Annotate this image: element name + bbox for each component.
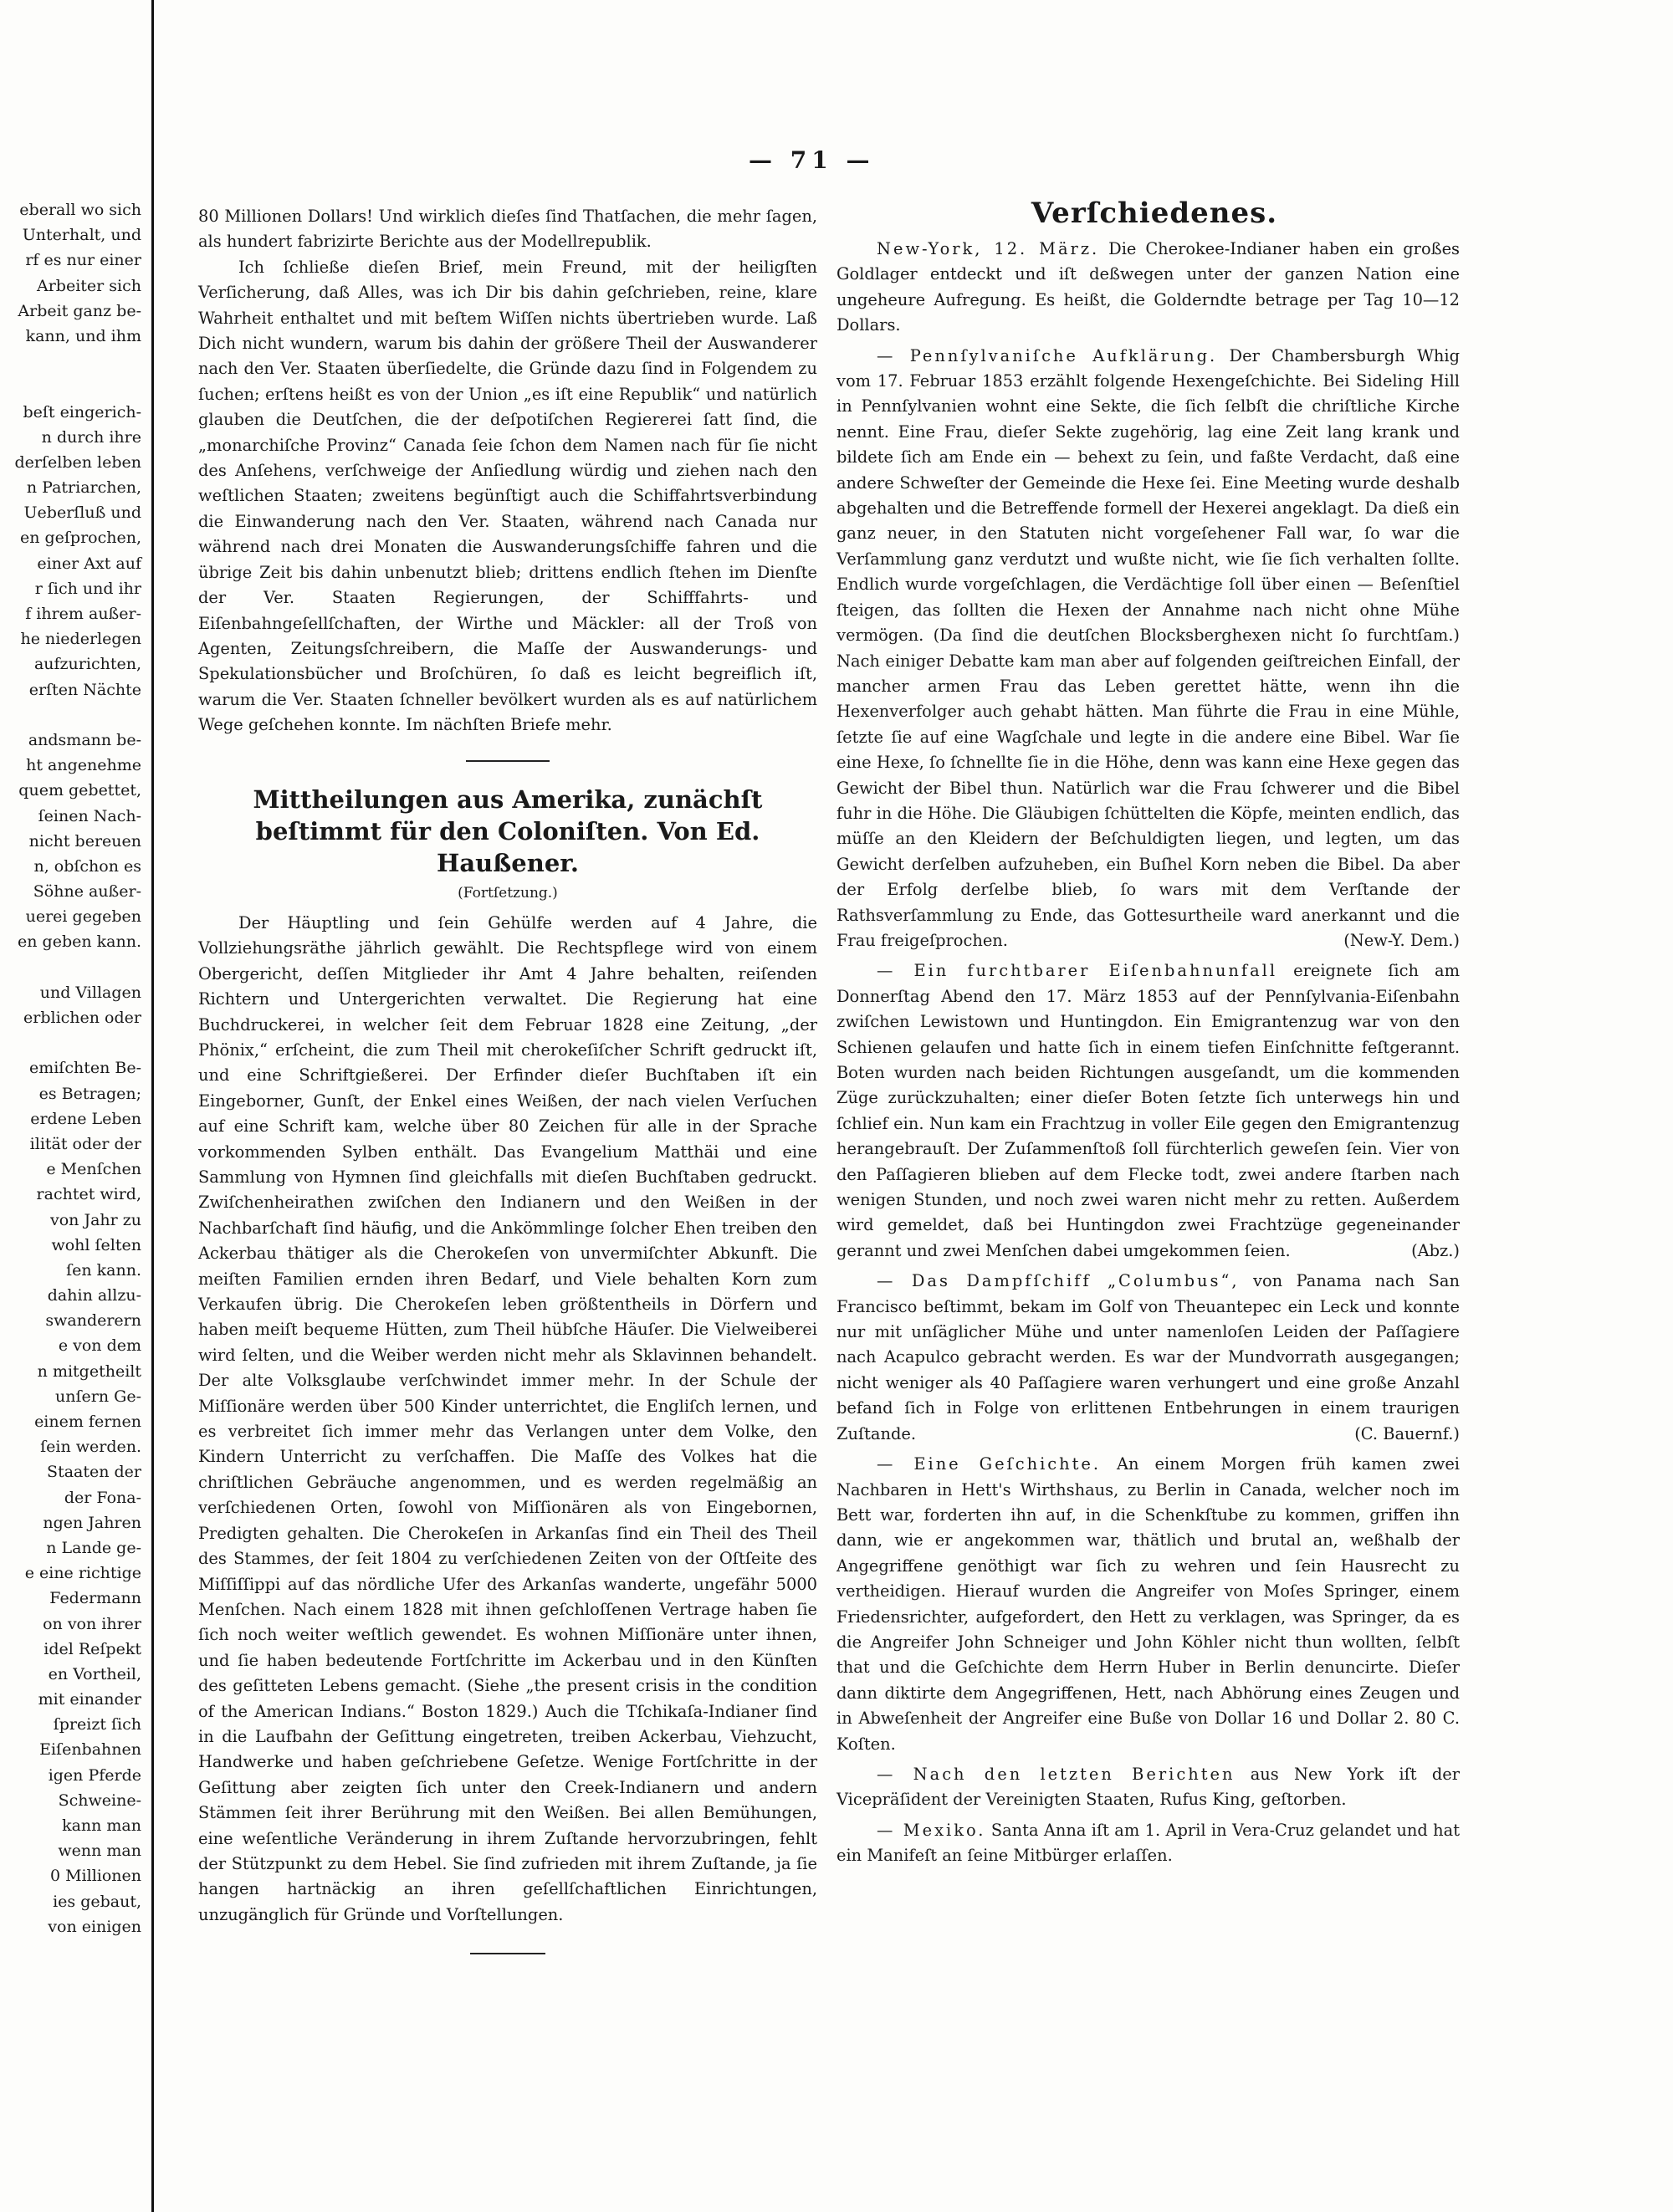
fragment-line: ies gebaut,: [53, 1892, 141, 1911]
fragment-line: e Menſchen: [46, 1160, 141, 1179]
fragment-line: einer Axt auf: [37, 554, 141, 573]
fragment-line: eberall wo sich: [19, 201, 141, 219]
section-title: Verſchiedenes.: [1031, 197, 1278, 230]
fragment-line: kann, und ihm: [25, 326, 141, 345]
news-item: [836, 1269, 1460, 1447]
fragment-line: aufzurichten,: [33, 655, 141, 674]
fragment-line: n mitgetheilt: [37, 1361, 141, 1381]
fragment-line: Schweine-: [58, 1791, 141, 1810]
news-item: [836, 344, 1460, 954]
end-rule: [470, 1953, 545, 1954]
news-item: [836, 1818, 1460, 1869]
fragment-line: [15, 374, 142, 399]
fragment-line: Arbeit ganz be-: [18, 301, 141, 320]
news-item-text: Der Chambersburgh Whig vom 17. Februar 1853 erzählt folgende Hexengeſchichte. Bei Sideling Hill in Pennſylvanien wohnt eine Sekte, die ſich ſelbſt die chriſtliche Kirche nennt. Eine Frau, dieſer Sekte zugehörig, lag eine Zeit lang krank und bildete ſich am Ende ein — behext zu ſein, und faßte Verdacht, daß eine andere Schweſter der Gemeinde die Hexe ſei. Eine Meeting wurde deshalb abgehalten und die Betreffende formell der Hexerei angeklagt. Da dieß ein ganz neuer, in den Statuten nicht vorgeſehener Fall war, ſo war die Verſammlung ganz verdutzt und wußte nicht, wie ſie ſich verhalten ſollte. Endlich wurde vorgeſchlagen, die Verdächtige ſoll über einen — Beſenſtiel ſteigen, das ſollten die Hexen der Annahme nach nicht ohne Mühe vermögen. (Da ſind die deutſchen Blocksberghexen nicht ſo furchtſam.) Nach einiger Debatte kam man aber auf folgenden geiſtreichen Einfall, der mancher armen Frau das Leben gerettet hätte, wenn ihn die Hexenverfolger auch gehabt hätten. Man führte die Frau in eine Mühle, ſetzte ſie auf eine Wagſchale und legte in die andere eine Bibel. War ſie eine Hexe, ſo ſchnellte ſie in die Höhe, denn was kann eine Hexe gegen das Gewicht der Bibel thun. Natürlich war die Frau ſchwerer und die Bibel fuhr in die Höhe. Die Gläubigen ſchüttelten die Köpfe, meinten endlich, das müſſe an den Kleidern der Beſchuldigten liegen, und legten, um das Gewicht derſelben aufzuheben, ein Buſhel Korn neben die Bibel. Da aber der Erfolg derſelbe blieb, ſo wars mit dem Verſtande der Rathsverſammlung zu Ende, das Gottesurtheile ward anerkannt und die Frau freigeſprochen.: [836, 345, 1460, 950]
fragment-line: und Villagen: [39, 983, 141, 1002]
fragment-line: Unterhalt, und: [22, 226, 141, 245]
fragment-line: igen Pferde: [48, 1765, 141, 1785]
fragment-line: von Jahr zu: [50, 1210, 141, 1229]
fragment-line: ſein werden.: [40, 1438, 141, 1457]
fragment-line: ilität oder der: [29, 1134, 141, 1153]
gutter-rule: [151, 0, 154, 2212]
fragment-line: rf es nur einer: [25, 251, 141, 270]
fragment-line: Staaten der: [47, 1463, 141, 1482]
fragment-line: [15, 1030, 142, 1055]
page-number: — 71 —: [749, 146, 875, 174]
news-item: [836, 1762, 1460, 1813]
fragment-line: rachtet wird,: [36, 1185, 141, 1204]
news-item: [836, 958, 1460, 1264]
news-item-lead: — Das Dampfſchiff „Columbus“,: [877, 1271, 1240, 1291]
fragment-line: n Lande ge-: [46, 1538, 141, 1557]
news-item-text: ereignete ſich am Donnerſtag Abend den 17. März 1853 auf der Pennſylvania-Eiſenbahn zwiſchen Lewistown und Huntingdon. Ein Emigrantenzug war von den Schienen gelaufen und hatte ſich in einem tiefen Einſchnitte feſtgerannt. Boten wurden nach beiden Richtungen ausgeſandt, um die kommenden Züge zurückzuhalten; einer dieſer Boten ſetzte ſich unterwegs hin und ſchlief ein. Nun kam ein Frachtzug in voller Eile gegen den Emigrantenzug herangebrauſt. Der Zuſammenſtoß ſoll fürchterlich geweſen ſein. Vier von den Paſſagieren blieben auf dem Flecke todt, zwei andere ſtarben nach wenigen Stunden, und noch zwei waren nicht mehr zu retten. Außerdem wird gemeldet, daß bei Huntingdon zwei Frachtzüge gegeneinander gerannt und zwei Menſchen dabei umgekommen ſeien.: [836, 961, 1460, 1260]
fragment-line: emiſchten Be-: [28, 1059, 141, 1078]
fragment-line: erblichen oder: [23, 1009, 141, 1027]
article-subtitle: (Fortſetzung.): [458, 884, 558, 902]
column-middle: [198, 204, 817, 1976]
fragment-line: mit einander: [38, 1690, 141, 1709]
news-item-text: Die Cherokee-Indianer haben ein großes Goldlager entdeckt und iſt deßwegen unter der ganzen Nation eine ungeheure Aufregung. Es heißt, die Golderndte betrage per Tag 10—12 Dollars.: [836, 239, 1460, 335]
letter-closing-paragraph: Ich ſchließe dieſen Brief, mein Freund, mit der heiligſten Verſicherung, daß Alles, was ich Dir bis dahin geſchrieben, reine, klare Wahrheit enthaltet und mit beſtem Wiſſen nichts übertrieben wurde. Laß Dich nicht wundern, warum bis dahin der größere Theil der Auswanderer nach den Ver. Staaten überſiedelte, die Gründe dazu ſind in Folgendem zu ſuchen; erſtens heißt es von der Union „es iſt eine Republik“ und natürlich glauben die Deutſchen, die der deſpotiſchen Regiererei ſatt ſind, die „monarchiſche Provinz“ Canada ſeie ſchon dem Namen nach für ſie nicht des Anſehens, verſchweige der Anſiedlung würdig und ziehen nach den weſtlichen Staaten; zweitens begünſtigt auch die Schiffahrtsverbindung die Einwanderung nach den Ver. Staaten, während nach Canada nur während nach drei Monaten die Auswanderungsſchiffe fahren und die übrige Zeit bis dahin unbenutzt blieb; drittens endlich ſtehen im Dienſte der Ver. Staaten Regierungen, der Schifffahrts- und Eiſenbahngeſellſchaften, der Wirthe und Mäckler: all der Troß von Agenten, Zeitungsſchreibern, die Maſſe der Auswanderungs- und Spekulationsbücher und Broſchüren, ſo daß es leicht begreiflich iſt, warum die Ver. Staaten ſchneller bevölkert wurden als es auf natürlichem Wege geſchehen konnte. Im nächſten Briefe mehr.: [198, 257, 817, 735]
news-item-lead: — Ein furchtbarer Eiſenbahnunfall: [877, 961, 1278, 981]
fragment-line: dahin allzu-: [47, 1286, 141, 1305]
fragment-line: f ihrem außer-: [25, 605, 141, 623]
fragment-line: derſelben leben: [14, 452, 141, 472]
fragment-line: einem fernen: [34, 1413, 141, 1431]
news-item-text: An einem Morgen früh kamen zwei Nachbaren in Hett's Wirthshaus, zu Berlin in Canada, welcher noch im Bett war, forderten ihn auf, in die Schenkſtube zu kommen, griffen ihn dann, wie er angekommen war, thätlich und brutal an, weßhalb der Angegriffene genöthigt war ſich zu wehren und ſein Hausrecht zu vertheidigen. Hierauf wurden die Angreifer von Moſes Springer, einem Friedensrichter, aufgefordert, den Hett zu verklagen, was Springer, da es die Angreifer John Schneiger und John Köhler nicht thun wollten, ſelbſt that und die Geſchichte dem Herrn Huber in Berlin denuncirte. Dieſer dann diktirte dem Angegriffenen, Hett, nach Abhörung eines Zeugen und in Abweſenheit der Angreifer eine Buße von Dollar 16 und Dollar 2. 80 C. Koſten.: [836, 1454, 1460, 1754]
fragment-line: ſen kann.: [66, 1260, 141, 1280]
fragment-line: Arbeiter sich: [37, 276, 141, 295]
news-item-lead: — Nach den letzten Berichten: [877, 1764, 1236, 1784]
fragment-line: en Vortheil,: [48, 1664, 141, 1683]
fragment-line: [15, 955, 142, 980]
fragment-line: ngen Jahren: [43, 1513, 141, 1532]
news-item-lead: — Pennſylvaniſche Aufklärung.: [877, 345, 1218, 365]
fragment-lines: [15, 197, 142, 1939]
previous-page-fragment: [0, 0, 146, 2212]
fragment-line: von einigen: [48, 1917, 141, 1936]
column-right: [836, 237, 1460, 1874]
fragment-line: quem gebettet,: [18, 781, 141, 800]
news-item-source: (C. Bauernf.): [1354, 1423, 1460, 1443]
news-item-source: (New-Y. Dem.): [1343, 930, 1460, 950]
fragment-line: Söhne außer-: [33, 882, 141, 902]
fragment-line: r ſich und ihr: [34, 579, 141, 598]
fragment-line: en geben kann.: [18, 932, 141, 952]
fragment-line: wohl ſelten: [51, 1235, 141, 1254]
fragment-line: ſeinen Nach-: [38, 806, 141, 825]
fragment-line: he niederlegen: [20, 630, 141, 649]
separator-rule: [466, 760, 550, 762]
fragment-line: n durch ihre: [41, 427, 141, 447]
fragment-line: [15, 349, 142, 374]
fragment-line: n Patriarchen,: [26, 478, 141, 498]
fragment-line: nicht bereuen: [28, 831, 141, 851]
fragment-line: erdene Leben: [30, 1109, 141, 1128]
fragment-line: idel Reſpekt: [43, 1639, 141, 1658]
fragment-line: es Betragen;: [38, 1084, 141, 1103]
news-item-lead: New-York, 12. März.: [877, 239, 1100, 258]
fragment-line: wenn man: [58, 1842, 141, 1861]
fragment-line: erſten Nächte: [28, 680, 141, 699]
fragment-line: 0 Millionen: [49, 1867, 141, 1886]
fragment-line: e eine richtige: [24, 1564, 141, 1583]
fragment-line: uerei gegeben: [25, 907, 141, 927]
fragment-line: kann man: [62, 1816, 141, 1835]
fragment-line: ſpreizt ſich: [53, 1715, 141, 1734]
letter-ending: 80 Millionen Dollars! Und wirklich dieſes ſind Thatſachen, die mehr ſagen, als hundert fabrizirte Berichte aus der Modellrepublik.: [198, 207, 817, 252]
fragment-line: ht angenehme: [26, 756, 141, 775]
article-body: Der Häuptling und ſein Gehülfe werden auf 4 Jahre, die Vollziehungsräthe jährlich gewählt. Die Rechtspflege wird von einem Obergericht, deſſen Mitglieder ihr Amt 4 Jahre behalten, reiſenden Richtern und Untergerichten verwaltet. Die Regierung hat eine Buchdruckerei, in welcher ſeit dem Februar 1828 eine Zeitung, „der Phönix,“ erſcheint, die zum Theil mit cherokeſiſcher Schrift gedruckt iſt, und eine Schriftgießerei. Der Erfinder dieſer Buchſtaben iſt ein Eingeborner, Gunſt, der Enkel eines Weißen, der nach vielen Verſuchen auf eine Schrift kam, welche über 80 Zeichen für alle in der Sprache vorkommenden Sylben enthält. Das Evangelium Matthäi und eine Sammlung von Hymnen ſind gleichfalls mit dieſen Buchſtaben gedruckt. Zwiſchenheirathen zwiſchen den Indianern und den Weißen in der Nachbarſchaft ſind häufig, und die Ankömmlinge ſolcher Ehen treiben den Ackerbau thätiger als die Cherokeſen von unvermiſchter Abkunft. Die meiſten Familien ernden ihren Bedarf, und Viele behalten Korn zum Verkaufen übrig. Die Cherokeſen leben größtentheils in Dörfern und haben meiſt bequeme Hütten, zum Theil hübſche Häuſer. Die Vielweiberei wird ſelten, und die Weiber werden nicht mehr als Sklavinnen behandelt. Der alte Volksglaube verſchwindet immer mehr. In der Schule der Miſſionäre werden über 500 Kinder unterrichtet, die Engliſch lernen, und es verbreitet ſich immer mehr das Verlangen unter dem Volke, den Kindern Unterricht zu verſchaffen. Die Maſſe des Volkes hat die chriſtlichen Gebräuche angenommen, und es werden regelmäßig an verſchiedenen Orten, ſowohl von Miſſionären als von Eingebornen, Predigten gehalten. Die Cherokeſen in Arkanſas ſind ein Theil des Theil des Stammes, der ſeit 1804 zu verſchiedenen Zeiten von der Oſtſeite des Miſſiſſippi auf das nördliche Ufer des Arkanſas wanderte, ungefähr 5000 Menſchen. Nach einem 1828 mit ihnen geſchloſſenen Vertrage haben ſie ſich noch weiter weſtlich gewendet. Es wohnen Miſſionäre unter ihnen, und ſie haben bedeutende Fortſchritte im Ackerbau und in den Künſten des geſitteten Lebens gemacht. (Siehe „the present crisis in the condition of the American Indians.“ Boston 1829.) Auch die Tſchikaſa-Indianer ſind in die Laufbahn der Geſittung eingetreten, treiben Ackerbau, Viehzucht, Handwerke und haben geſchriebene Geſetze. Wenige Fortſchritte in der Geſittung aber zeigten ſich unter den Creek-Indianern und andern Stämmen ſeit ihrer Berührung mit den Weißen. Bei allen Bemühungen, eine weſentliche Veränderung in ihrem Zuſtande hervorzubringen, fehlt der Stützpunkt zu dem Hebel. Sie ſind zufrieden mit ihrem Zuſtande, ja ſie hangen hartnäckig an ihren geſellſchaftlichen Einrichtungen, unzugänglich für Gründe und Vorſtellungen.: [198, 912, 817, 1924]
fragment-line: der Fona-: [64, 1488, 141, 1507]
fragment-line: n, obſchon es: [33, 856, 141, 876]
fragment-line: unſern Ge-: [55, 1387, 141, 1406]
article-title: Mittheilungen aus Amerika, zunächſt beſtimmt für den Coloniſten. Von Ed. Haußener.: [253, 784, 763, 877]
fragment-line: swanderern: [45, 1311, 141, 1331]
news-item-text: aus New York iſt der Vicepräſident der Vereinigten Staaten, Rufus King, geſtorben.: [836, 1764, 1460, 1810]
news-item: [836, 237, 1460, 339]
news-item-text: Santa Anna iſt am 1. April in Vera-Cruz gelandet und hat ein Manifeſt an ſeine Mitbürger erlaſſen.: [836, 1820, 1460, 1866]
fragment-line: beſt eingerich-: [23, 402, 141, 421]
news-item-text: von Panama nach San Francisco beſtimmt, bekam im Golf von Theuantepec ein Leck und konnte nur mit unſäglicher Mühe und unter namenloſen Leiden der Paſſagiere nach Acapulco gebracht werden. Es war der Mundvorrath ausgegangen; nicht weniger als 40 Paſſagiere waren verhungert und eine große Anzahl befand ſich in Folge von erlittenen Entbehrungen in einem traurigen Zuſtande.: [836, 1271, 1460, 1443]
fragment-line: andsmann be-: [28, 730, 141, 749]
news-item-lead: — Eine Geſchichte.: [877, 1454, 1102, 1474]
fragment-line: en geſprochen,: [19, 529, 141, 548]
fragment-line: Ueberſluß und: [23, 503, 141, 523]
fragment-line: Federmann: [49, 1589, 141, 1608]
news-item: [836, 1452, 1460, 1757]
fragment-line: Eiſenbahnen: [39, 1740, 141, 1760]
fragment-line: e von dem: [58, 1336, 141, 1356]
news-item-lead: — Mexiko.: [877, 1820, 986, 1840]
fragment-line: on von ihrer: [43, 1614, 141, 1633]
fragment-line: [15, 702, 142, 728]
news-item-source: (Abz.): [1411, 1240, 1460, 1260]
